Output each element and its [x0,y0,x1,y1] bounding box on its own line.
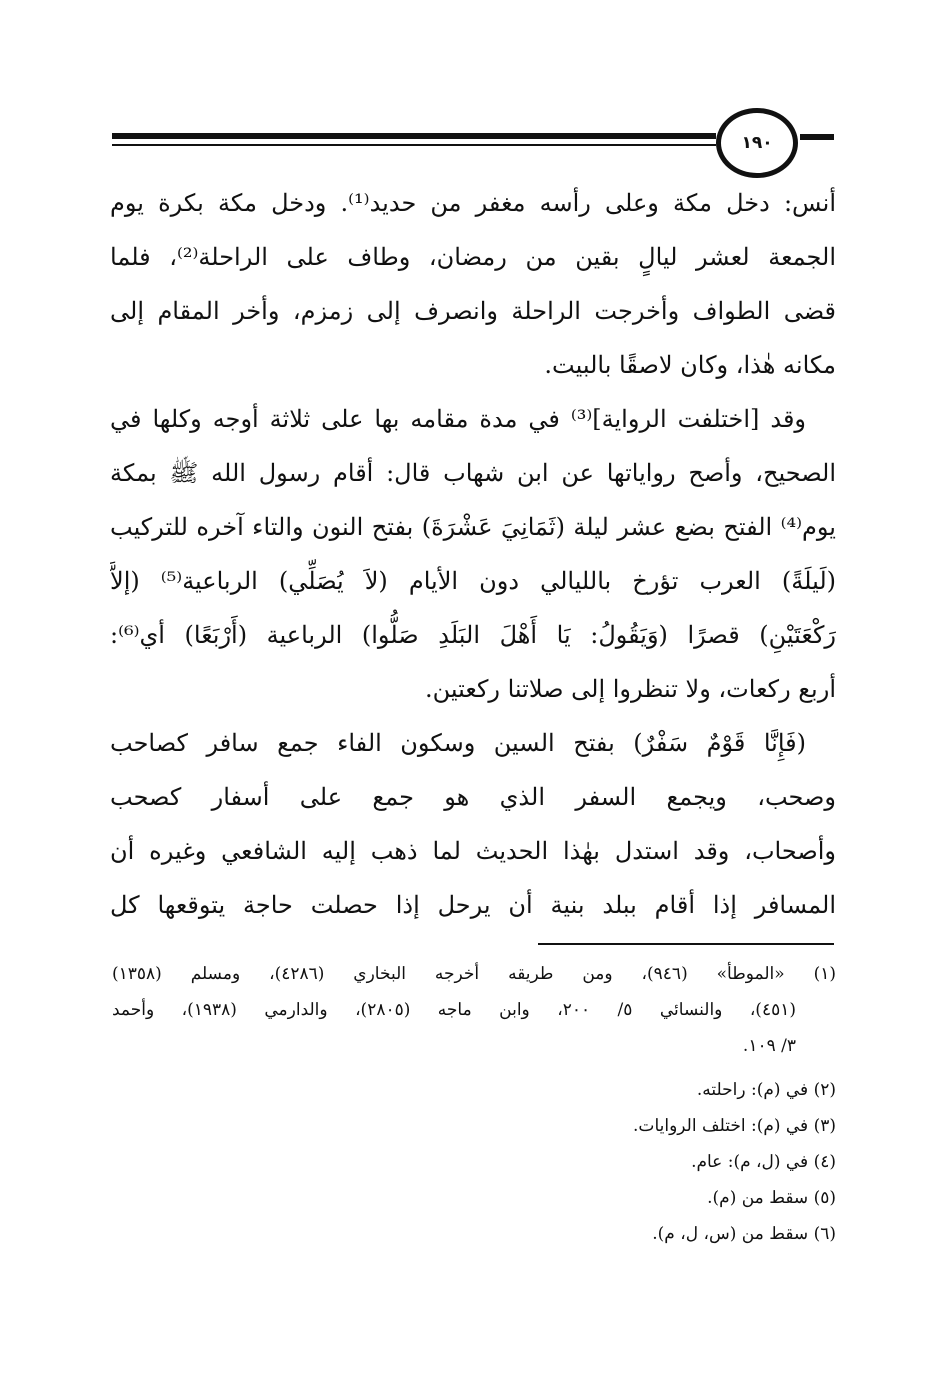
text-line: وأصحاب، وقد استدل بهٰذا الحديث لما ذهب إليه الشافعي وغيره أن [110,837,836,865]
footnote-line: (٣) في (م): اختلف الروايات. [633,1116,836,1136]
text-line: وقد [اختلفت الرواية]⁽³⁾ في مدة مقامه بها على ثلاثة أوجه وكلها في [110,405,807,433]
header-rule-thick [112,133,716,139]
text-line: (فَإِنَّا قَوْمٌ سَفْرٌ) بفتح السين وسكون الفاء جمع سافر كصاحب [110,729,806,757]
text-line: أنس: دخل مكة وعلى رأسه مغفر من حديد⁽¹⁾. ودخل مكة بكرة يوم [110,189,836,217]
text-line: الجمعة لعشر ليالٍ بقين من رمضان، وطاف على الراحلة⁽²⁾، فلما [110,243,836,271]
footnote-separator [538,943,834,945]
text-line: رَكْعَتَيْنِ) قصرًا (وَيَقُولُ: يَا أَهْلَ البَلَدِ صَلُّوا) الرباعية (أَرْبَعًا) أي⁽⁶⁾: [110,621,836,649]
page-header [112,108,834,168]
footnote-line: (٤) في (ل، م): عام. [691,1152,836,1172]
header-rule-right [800,134,834,140]
main-text [110,176,836,932]
text-line: يوم⁽⁴⁾ الفتح بضع عشر ليلة (ثَمَانِيَ عَشْرَةَ) بفتح النون والتاء آخره للتركيب [110,513,836,541]
text-line: المسافر إذا أقام ببلد بنية أن يرحل إذا حصلت حاجة يتوقعها كل [110,891,836,919]
footnotes [112,956,836,1252]
text-line: الصحيح، وأصح رواياتها عن ابن شهاب قال: أقام رسول الله ﷺ بمكة [110,459,836,487]
footnote-line: (٢) في (م): راحلته. [696,1080,836,1100]
footnote-line: (٥) سقط من (م). [707,1188,836,1208]
footnote-line: ٣/ ١٠٩. [742,1036,796,1056]
header-rule-thin [112,144,716,146]
footnote-line: (٦) سقط من (س، ل، م). [652,1224,836,1244]
text-line: (لَيلَةً) العرب تؤرخ بالليالي دون الأيام (لاَ يُصَلِّي) الرباعية⁽⁵⁾ (إلاَّ [110,567,836,595]
text-line: وصحب، ويجمع السفر الذي هو جمع على أسفار كصحب [110,783,836,811]
page-number-badge [716,108,798,178]
footnote-line: (١) «الموطأ» (٩٤٦)، ومن طريقه أخرجه البخاري (٤٢٨٦)، ومسلم (١٣٥٨) [112,964,836,984]
text-line: قضى الطواف وأخرجت الراحلة وانصرف إلى زمزم، وأخر المقام إلى [110,297,836,325]
footnote-line: (٤٥١)، والنسائي ٥/ ٢٠٠، وابن ماجه (٢٨٠٥)، والدارمي (١٩٣٨)، وأحمد [112,1000,796,1020]
page-number: ١٩٠ [741,133,773,153]
text-line: مكانه هٰذا، وكان لاصقًا بالبيت. [544,351,836,379]
text-line: أربع ركعات، ولا تنظروا إلى صلاتنا ركعتين. [424,675,836,703]
